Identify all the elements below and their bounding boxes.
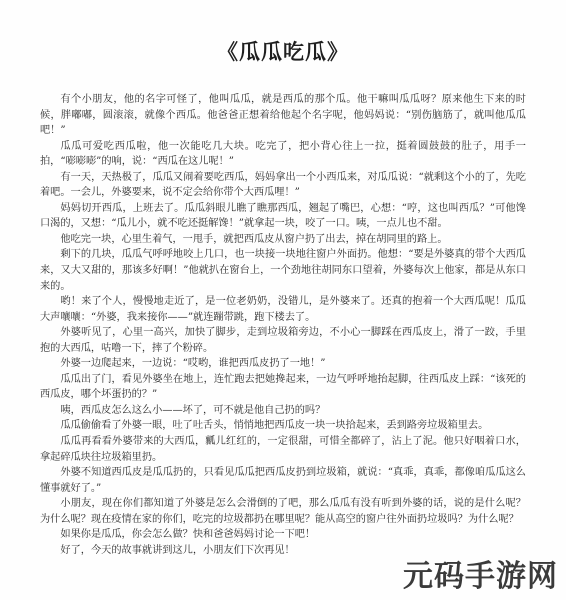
watermark-text: 元码手游网	[403, 559, 558, 594]
paragraph: 瓜瓜出了门，看见外婆坐在地上，连忙跑去把她搀起来，一边气呼呼地抬起脚，往西瓜皮上踩：“该死的西瓜皮，哪个坏蛋扔的？”	[40, 373, 526, 401]
paragraph: 咦，西瓜皮怎么这么小——坏了，可不就是他自己扔的吗？	[60, 404, 326, 416]
story-title: 《瓜瓜吃瓜》	[217, 39, 349, 64]
paragraph: 有一天，天热极了，瓜瓜又闹着要吃西瓜，妈妈拿出一个小西瓜来，对瓜瓜说：“就剩这个小的了，先吃着吧。一会儿，外婆要来，说不定会给你带个大西瓜哩！”	[40, 171, 526, 199]
paragraph: 如果你是瓜瓜，你会怎么做？快和爸爸妈妈讨论一下吧！	[60, 529, 316, 541]
paragraph: 剩下的几块，瓜瓜气呼呼地咬上几口，也一块接一块地往窗户外面扔。他想：“要是外婆真的带个大西瓜来，又大又甜的，那该多好啊！”他就扒在窗台上，一个劲地往胡同东口望着，外婆每次上他家，都是从东口来的。	[40, 249, 526, 292]
paragraph: 瓜瓜可爱吃西瓜啦，他一次能吃几大块。吃完了，把小背心往上一拉，挺着圆鼓鼓的肚子，用手一拍，“嘭嘭嘭”的响，说：“西瓜在这儿呢！”	[40, 140, 526, 168]
paragraph: 小朋友，现在你们都知道了外婆是怎么会滑倒的了吧，那么瓜瓜有没有听到外婆的话，说的是什么呢？为什么呢？现在疫情在家的你们，吃完的垃圾都扔在哪里呢？能从高空的窗户往外面扔垃圾吗？为什么呢？	[40, 498, 526, 525]
paragraph: 他吃完一块，心里生着气，一甩手，就把西瓜皮从窗户扔了出去，掉在胡同里的路上。	[60, 233, 448, 245]
site-watermark	[400, 550, 558, 596]
paragraph: 瓜瓜偷偷看了外婆一眼，吐了吐舌头，悄悄地把西瓜皮一块一块拾起来，丢到路旁垃圾箱里去。	[60, 420, 489, 432]
paragraph: 外婆一边爬起来，一边说：“哎哟，谁把西瓜皮扔了一地！”	[60, 358, 326, 370]
paragraph: 外婆不知道西瓜皮是瓜瓜扔的，只看见瓜瓜把西瓜皮扔到垃圾箱，就说：“真乖，真乖，都像咱瓜瓜这么懂事就好了。”	[40, 467, 526, 494]
paragraph: 好了，今天的故事就讲到这儿，小朋友们下次再见！	[60, 544, 295, 556]
paragraph: 有个小朋友，他的名字可怪了，他叫瓜瓜，就是西瓜的那个瓜。他干嘛叫瓜瓜呀？原来他生下来的时候，胖嘟嘟，圆滚滚，就像个西瓜。他爸爸正想着给他起个名字呢，他妈妈说：“别伤脑筋了，就叫他瓜瓜吧！”	[40, 94, 526, 137]
paragraph: 瓜瓜再看看外婆带来的大西瓜，瓤儿红红的，一定很甜，可惜全都碎了，沾上了泥。他只好咽着口水，拿起碎瓜块往垃圾箱里扔。	[40, 436, 526, 463]
paragraph: 外婆听见了，心里一高兴，加快了脚步，走到垃圾箱旁边，不小心一脚踩在西瓜皮上，滑了一跤，手里抱的大西瓜，咕噜一下，摔了个粉碎。	[40, 327, 526, 354]
paragraph: 哟！来了个人，慢慢地走近了，是一位老奶奶，没错儿，是外婆来了。还真的抱着一个大西瓜呢！瓜瓜大声嚷嚷：“外婆，我来接你——”就连蹦带跳，跑下楼去了。	[40, 296, 526, 323]
story-body	[40, 92, 526, 558]
paragraph: 妈妈切开西瓜，上班去了。瓜瓜斜眼儿瞧了瞧那西瓜，翘起了嘴巴，心想：“哼，这也叫西瓜？”可他馋口渴的，又想：“瓜儿小，就不吃还挺解馋！”就拿起一块，咬了一口。咦，一点儿也不甜。	[40, 202, 526, 230]
